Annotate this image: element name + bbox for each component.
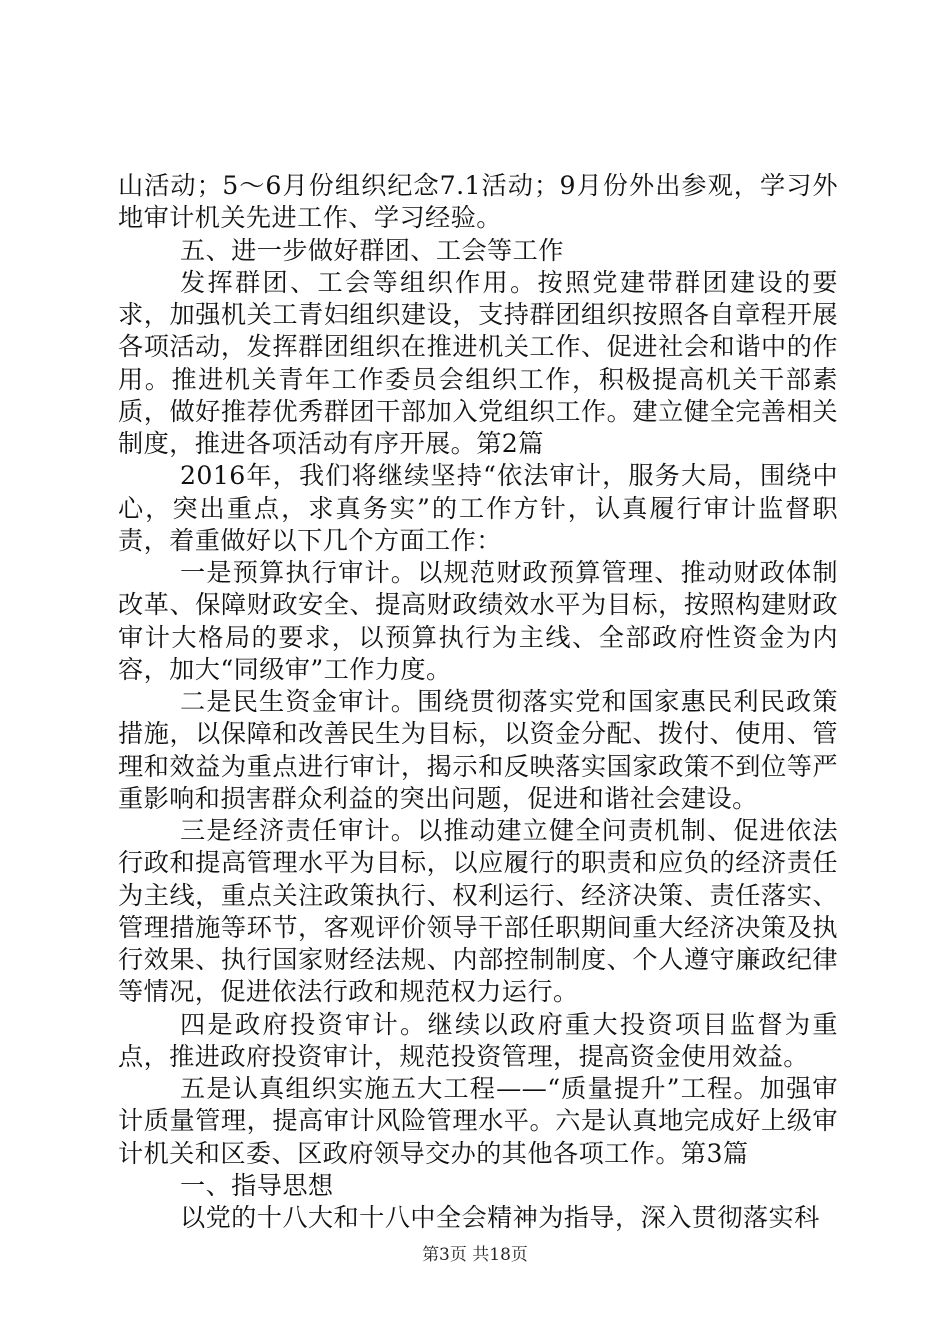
document-body xyxy=(118,170,838,1234)
section-heading-5: 五、进一步做好群团、工会等工作 xyxy=(180,235,564,265)
paragraph-2016-plan: 2016年，我们将继续坚持“依法审计，服务大局，围绕中心，突出重点，求真务实”的工作方针，认真履行审计监督职责，着重做好以下几个方面工作： xyxy=(118,461,838,555)
paragraph-quality-improvement: 五是认真组织实施五大工程——“质量提升”工程。加强审计质量管理，提高审计风险管理水平。六是认真地完成好上级审计机关和区委、区政府领导交办的其他各项工作。第3篇 xyxy=(118,1074,838,1168)
paragraph-government-investment-audit: 四是政府投资审计。继续以政府重大投资项目监督为重点，推进政府投资审计，规范投资管理，提高资金使用效益。 xyxy=(118,1009,838,1071)
paragraph-budget-audit: 一是预算执行审计。以规范财政预算管理、推动财政体制改革、保障财政安全、提高财政绩效水平为目标，按照构建财政审计大格局的要求，以预算执行为主线、全部政府性资金为内容，加大“同级审”工作力度。 xyxy=(118,558,838,684)
section-heading-guiding-ideology: 一、指导思想 xyxy=(180,1170,334,1200)
paragraph-mass-organizations: 发挥群团、工会等组织作用。按照党建带群团建设的要求，加强机关工青妇组织建设，支持群团组织按照各自章程开展各项活动，发挥群团组织在推进机关工作、促进社会和谐中的作用。推进机关青年工作委员会组织工作，积极提高机关干部素质，做好推荐优秀群团干部加入党组织工作。建立健全完善相关制度，推进各项活动有序开展。第2篇 xyxy=(118,267,838,458)
paragraph-guiding-ideology: 以党的十八大和十八中全会精神为指导，深入贯彻落实科 xyxy=(180,1203,820,1232)
page-number-footer: 第3页 共18页 xyxy=(422,1245,528,1265)
paragraph-livelihood-audit: 二是民生资金审计。围绕贯彻落实党和国家惠民利民政策措施，以保障和改善民生为目标，以资金分配、拨付、使用、管理和效益为重点进行审计，揭示和反映落实国家政策不到位等严重影响和损害群众利益的突出问题，促进和谐社会建设。 xyxy=(118,687,838,813)
paragraph-economic-responsibility-audit: 三是经济责任审计。以推动建立健全问责机制、促进依法行政和提高管理水平为目标，以应履行的职责和应负的经济责任为主线，重点关注政策执行、权利运行、经济决策、责任落实、管理措施等环节，客观评价领导干部任职期间重大经济决策及执行效果、执行国家财经法规、内部控制制度、个人遵守廉政纪律等情况，促进依法行政和规范权力运行。 xyxy=(118,816,838,1007)
paragraph-continuation: 山活动；5～6月份组织纪念7.1活动；9月份外出参观，学习外地审计机关先进工作、学习经验。 xyxy=(118,171,838,233)
